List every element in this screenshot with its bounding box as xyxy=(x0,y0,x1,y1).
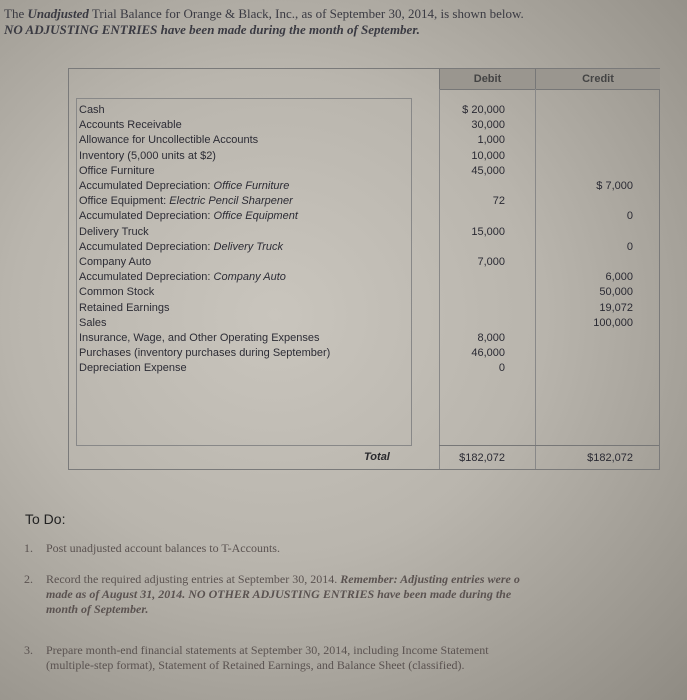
credit-value xyxy=(535,225,633,239)
header-line-1: The Unadjusted Trial Balance for Orange & Black, Inc., as of September 30, 2014, is shown below. xyxy=(4,6,524,21)
credit-value xyxy=(535,118,633,132)
credit-value xyxy=(535,164,633,178)
problem-header xyxy=(4,6,684,38)
credit-value xyxy=(535,103,633,117)
debit-header: Debit xyxy=(439,69,535,90)
debit-value xyxy=(439,270,505,284)
debit-value: 45,000 xyxy=(471,164,505,177)
credit-value: 50,000 xyxy=(599,286,633,299)
header-line-2: NO ADJUSTING ENTRIES have been made during the month of September. xyxy=(4,22,420,37)
debit-value: 8,000 xyxy=(477,332,505,344)
debit-value: 10,000 xyxy=(471,149,505,162)
debit-value: 7,000 xyxy=(477,256,505,268)
account-name: Allowance for Uncollectible Accounts xyxy=(79,134,259,147)
account-name: Accumulated Depreciation: Company Auto xyxy=(79,271,286,284)
credit-value: $ 7,000 xyxy=(596,180,633,192)
todo-title: To Do: xyxy=(25,511,66,527)
credit-value: 100,000 xyxy=(593,316,633,329)
account-name: Accumulated Depreciation: Office Equipment xyxy=(79,210,298,223)
account-name: Accumulated Depreciation: Delivery Truck xyxy=(79,240,283,253)
credit-value xyxy=(535,346,633,360)
account-name: Delivery Truck xyxy=(79,225,149,238)
task-2: 2. Record the required adjusting entries at September 30, 2014. Remember: Adjusting entries were o made as of August 31, 2014. NO OTHER ADJUSTING ENTRIES have been made during the month of September. xyxy=(24,572,520,616)
account-name: Inventory (5,000 units at $2) xyxy=(79,149,216,162)
account-name: Company Auto xyxy=(79,256,152,268)
total-rule xyxy=(439,445,659,446)
debit-value xyxy=(439,240,505,254)
account-name: Insurance, Wage, and Other Operating Expenses xyxy=(79,332,320,344)
total-label: Total xyxy=(364,451,390,463)
trial-balance-table xyxy=(68,68,660,470)
debit-value: 15,000 xyxy=(471,225,505,238)
debit-value: 46,000 xyxy=(471,347,505,360)
total-credit: $182,072 xyxy=(587,452,633,464)
total-debit: $182,072 xyxy=(459,452,505,464)
debit-value xyxy=(439,179,505,193)
debit-value: 30,000 xyxy=(471,119,505,132)
account-name: Common Stock xyxy=(79,286,155,299)
debit-value xyxy=(439,209,505,223)
account-name: Purchases (inventory purchases during September) xyxy=(79,347,331,360)
account-name: Cash xyxy=(79,104,105,116)
debit-value xyxy=(439,301,505,315)
debit-value xyxy=(439,316,505,330)
credit-value: 0 xyxy=(626,210,633,223)
account-name: Sales xyxy=(79,316,107,329)
account-name: Accounts Receivable xyxy=(79,119,182,132)
credit-value xyxy=(535,149,633,163)
credit-value: 6,000 xyxy=(605,271,633,284)
debit-value: $ 20,000 xyxy=(462,104,505,116)
credit-value xyxy=(535,331,633,345)
debit-value xyxy=(439,285,505,299)
debit-value: 0 xyxy=(498,362,505,375)
task-1: 1. Post unadjusted account balances to T-Accounts. xyxy=(24,541,280,555)
debit-value: 72 xyxy=(492,195,505,208)
credit-value: 0 xyxy=(626,240,633,253)
credit-header: Credit xyxy=(535,69,660,90)
account-name: Accumulated Depreciation: Office Furniture xyxy=(79,180,290,192)
account-name: Retained Earnings xyxy=(79,301,170,314)
account-name: Depreciation Expense xyxy=(79,362,187,375)
credit-value xyxy=(535,361,633,375)
credit-value xyxy=(535,133,633,147)
task-3: 3. Prepare month-end financial statements at September 30, 2014, including Income Statement (multiple-step format), Statement of Retained Earnings, and Balance Sheet (classified). xyxy=(24,643,489,672)
credit-value xyxy=(535,194,633,208)
credit-value xyxy=(535,255,633,269)
account-name: Office Equipment: Electric Pencil Sharpener xyxy=(79,195,293,208)
account-name: Office Furniture xyxy=(79,164,155,177)
debit-value: 1,000 xyxy=(477,134,505,147)
credit-value: 19,072 xyxy=(599,301,633,314)
